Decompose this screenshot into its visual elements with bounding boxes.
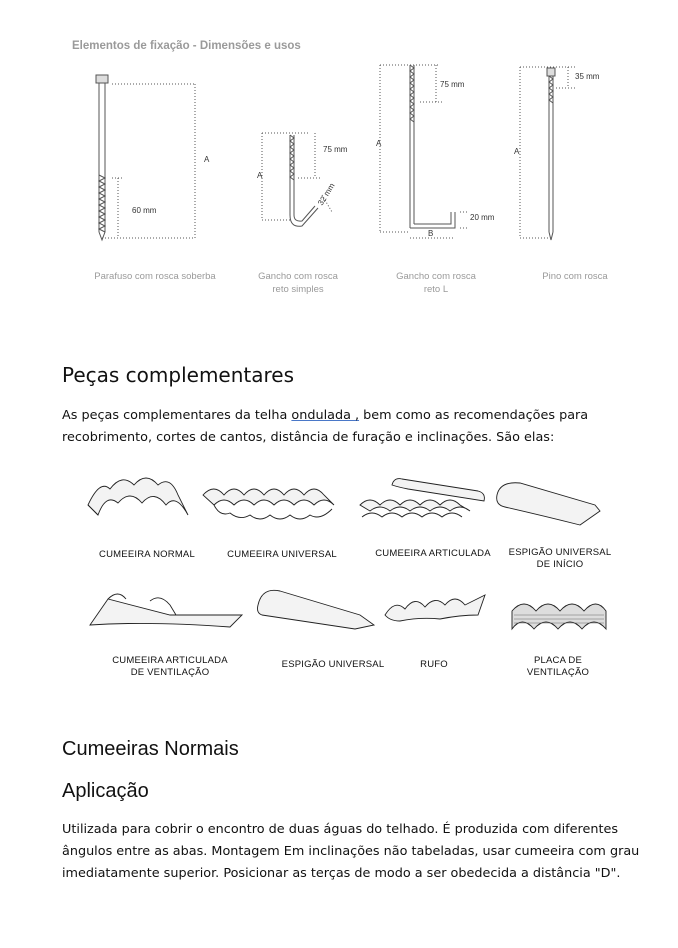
dim-20mm: 20 mm: [470, 213, 495, 222]
intro-paragraph: [62, 405, 642, 449]
caption-rufo: RUFO: [420, 659, 448, 670]
caption-l-hook-line2: reto L: [423, 284, 449, 295]
dim-35mm: 35 mm: [575, 72, 600, 81]
heading-pecas-complementares: Peças complementares: [62, 363, 295, 387]
rufo-drawing: [385, 595, 485, 621]
ondulada-link[interactable]: ondulada ,: [291, 408, 360, 423]
dim-75mm-lhook: 75 mm: [440, 80, 465, 89]
screw-drawing: [96, 75, 195, 240]
caption-pin: Pino com rosca: [542, 271, 608, 282]
caption-placa-ventilacao: [518, 655, 598, 679]
dim-b: B: [428, 229, 434, 238]
pin-drawing: [520, 67, 575, 240]
caption-cumeeira-universal: CUMEEIRA UNIVERSAL: [227, 549, 337, 560]
caption-espigao-inicio-line1: ESPIGÃO UNIVERSAL: [508, 547, 612, 558]
dim-a-pin: A: [514, 147, 520, 156]
caption-placa-line1: PLACA DE: [533, 655, 583, 666]
caption-espigao-inicio: [500, 547, 620, 571]
caption-simple-hook: [238, 270, 358, 296]
dim-32mm: 32 mm: [316, 181, 337, 208]
cumeeira-normal-drawing: [88, 478, 188, 515]
caption-l-hook-line1: Gancho com rosca: [396, 271, 476, 282]
espigao-universal-drawing: [258, 590, 375, 629]
espigao-inicio-drawing: [497, 483, 600, 525]
dim-75mm-hook: 75 mm: [323, 145, 348, 154]
caption-cumeeira-normal: CUMEEIRA NORMAL: [99, 549, 195, 560]
aplicacao-paragraph: Utilizada para cobrir o encontro de duas águas do telhado. É produzida com diferentes ângulos entre as abas. Montagem Em inclinações não tabeladas, usar cumeeira com grau imediatamente superior. Posicionar as terças de modo a ser obedecida a distância "D".: [62, 822, 640, 881]
dim-60mm: 60 mm: [132, 206, 157, 215]
simple-hook-drawing: [262, 133, 332, 226]
caption-espigao-universal: ESPIGÃO UNIVERSAL: [281, 659, 385, 670]
caption-cumeeira-ventilacao-line1: CUMEEIRA ARTICULADA: [112, 655, 228, 666]
caption-simple-hook-line1: Gancho com rosca: [258, 271, 338, 282]
caption-screw: Parafuso com rosca soberba: [94, 271, 216, 282]
heading-aplicacao: Aplicação: [62, 780, 149, 802]
dim-a-screw: A: [204, 155, 210, 164]
caption-placa-line2: VENTILAÇÃO: [526, 667, 590, 678]
intro-text-after: bem como as recomendações para recobrimento, cortes de cantos, distância de furação e inclinações. São elas:: [62, 408, 589, 445]
caption-cumeeira-ventilacao-line2: DE VENTILAÇÃO: [130, 667, 210, 678]
caption-espigao-inicio-line2: DE INÍCIO: [536, 559, 584, 570]
intro-text-before: As peças complementares da telha: [62, 408, 292, 423]
cumeeira-universal-drawing: [203, 489, 334, 519]
dim-a-hook: A: [257, 171, 263, 180]
placa-ventilacao-drawing: [512, 604, 606, 629]
heading-cumeeiras-normais: Cumeeiras Normais: [62, 738, 239, 760]
caption-cumeeira-articulada: CUMEEIRA ARTICULADA: [375, 548, 491, 559]
l-hook-drawing: [380, 65, 468, 238]
cumeeira-ventilacao-drawing: [90, 594, 242, 627]
figure-title: Elementos de fixação - Dimensões e usos: [72, 40, 301, 52]
cumeeira-articulada-drawing: [360, 479, 484, 517]
caption-l-hook: [376, 270, 496, 296]
dim-a-lhook: A: [376, 139, 382, 148]
fixation-elements-drawing: [0, 0, 678, 300]
caption-cumeeira-ventilacao: [100, 655, 240, 679]
caption-simple-hook-line2: reto simples: [272, 284, 324, 295]
